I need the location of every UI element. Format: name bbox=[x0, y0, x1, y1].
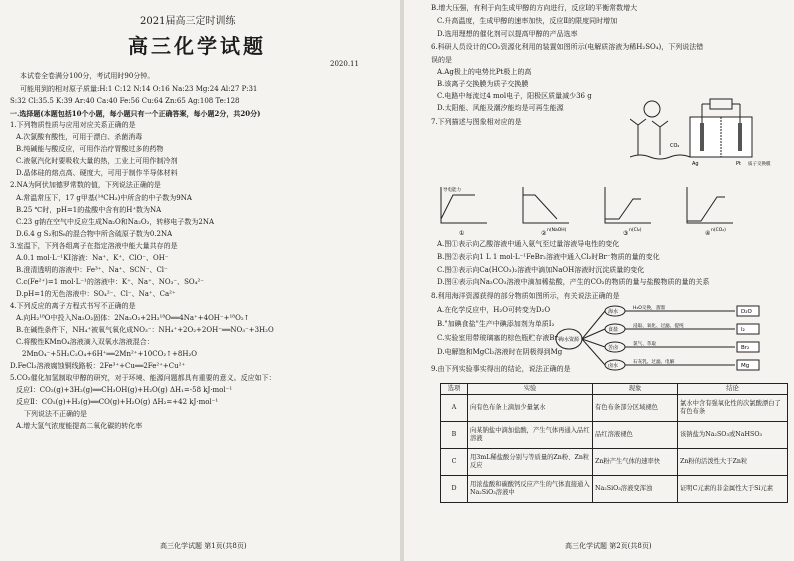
pt-electrode bbox=[738, 123, 742, 151]
fig6-electrolysis-diagram bbox=[630, 95, 780, 167]
table-cell: Zn粉产生气体的速率快 bbox=[593, 449, 678, 476]
page-1-line: C.23 g钠在空气中反应生成Na₂O和Na₂O₂，转移电子数为2NA bbox=[16, 218, 215, 226]
table-cell: 氯水中含有强氧化性的次氯酸漂白了有色布条 bbox=[678, 395, 788, 422]
page-1-line: A.向H₂¹⁸O中投入Na₂O₂固体：2Na₂O₂+2H₂¹⁸O══4Na⁺+4OH⁻+¹⁸O₂↑ bbox=[16, 314, 250, 322]
page-1-line: C.液氨汽化时要吸收大量的热，工业上可用作制冷剂 bbox=[16, 157, 178, 165]
col-phenomenon: 现象 bbox=[593, 384, 678, 395]
page-2-line: C.图③表示向Ca(HCO₃)₂溶液中滴加NaOH溶液时沉淀质量的变化 bbox=[437, 266, 645, 274]
page-1-footer: 高三化学试题 第1页(共8页) bbox=[160, 542, 247, 550]
page-1-line: 下列说法不正确的是 bbox=[24, 410, 87, 418]
fig7-axis-label: n(CO₂) bbox=[711, 228, 726, 233]
page-2-line: D.选用理想的催化剂可以提高甲醇的产品选率 bbox=[437, 30, 578, 38]
fig8-branch-label: 食盐 bbox=[608, 327, 619, 333]
exam-header: 2021届高三定时训练 bbox=[140, 16, 236, 27]
page-1-line: C.将酸性KMnO₄溶液滴入双氧水溶液混合： bbox=[16, 338, 154, 346]
page-2-line: 8.利用海洋资源获得的部分物质如图所示，有关说法正确的是 bbox=[431, 292, 620, 300]
page-2-line: D.图④表示向Na₂CO₃溶液中滴加稀盐酸，产生的CO₂的物质的量与盐酸物质的量的关系 bbox=[437, 278, 710, 286]
experiment-table bbox=[440, 383, 788, 503]
fig6-label-ag: Ag bbox=[692, 161, 699, 167]
fig7-axis-label: n(Cl₂) bbox=[629, 228, 642, 233]
fig8-product-label: I₂ bbox=[741, 327, 745, 333]
fig7-curve bbox=[687, 197, 725, 221]
fig7-graph-label: ④ bbox=[705, 230, 711, 237]
page-2-line: B."加碘食盐"生产中碘添加剂为单质I₂ bbox=[437, 320, 555, 328]
table-cell: A bbox=[441, 395, 468, 422]
fig7-graph-3 bbox=[605, 187, 651, 237]
power-source bbox=[710, 99, 732, 109]
page-2 bbox=[405, 0, 794, 561]
fig7-curve bbox=[523, 195, 557, 219]
table-cell: 有色布条部分区域褪色 bbox=[593, 395, 678, 422]
page-1-line: 反应Ⅱ：CO₂(g)+H₂(g)══CO(g)+H₂O(g) ΔH₂=+42 kJ·mol⁻¹ bbox=[16, 398, 219, 406]
table-cell: D bbox=[441, 476, 468, 503]
fig7-curve bbox=[605, 199, 641, 219]
page-1-line: 2.NA为阿伏加德罗常数的值，下列说法正确的是 bbox=[10, 181, 161, 189]
fig8-product-label: Br₂ bbox=[741, 345, 750, 351]
table-row bbox=[441, 395, 788, 422]
table-cell: 证明C元素的非金属性大于Si元素 bbox=[678, 476, 788, 503]
table-cell: Zn粉的活泼性大于Zn粒 bbox=[678, 449, 788, 476]
fig8-branch-label: 卤水 bbox=[608, 363, 619, 369]
table-header-row bbox=[441, 384, 788, 395]
ag-electrode bbox=[700, 123, 704, 151]
fig7-graph-label: ② bbox=[541, 230, 547, 237]
page-2-line: A.图①表示向乙酸溶液中通入氨气至过量溶液导电性的变化 bbox=[437, 240, 620, 248]
fig6-label-membrane: 质子交换膜 bbox=[748, 162, 771, 167]
page-2-line: A.在化学反应中，H₂O可转变为D₂O bbox=[437, 306, 551, 314]
fig7-graphs bbox=[435, 185, 765, 237]
fig8-seawater-diagram bbox=[555, 305, 785, 375]
page-1-line: D.pH=1的无色溶液中：SO₄²⁻、Cl⁻、Na⁺、Ca²⁺ bbox=[16, 290, 176, 298]
fig8-step-label: 浸取、氧化、过滤、提纯 bbox=[633, 324, 684, 329]
page-2-line: D.太阳能、风能及潮汐能均是可再生能源 bbox=[437, 104, 564, 112]
col-option: 选项 bbox=[441, 384, 468, 395]
fig8-step-label: H₂O交换，蒸馏 bbox=[633, 306, 665, 311]
fig8-branch-label: 苦卤 bbox=[608, 345, 619, 351]
page-1-line: 1.下列物质性质与应用对应关系正确的是 bbox=[10, 121, 136, 129]
fig8-group bbox=[556, 305, 759, 370]
fig8-product-label: D₂O bbox=[741, 309, 752, 315]
fig7-axis-label: 导电能力 bbox=[443, 188, 461, 193]
fig6-label-pt: Pt bbox=[736, 161, 741, 167]
page-2-line: D.电解饱和MgCl₂溶液时在阴极得到Mg bbox=[437, 348, 563, 356]
fig7-graph-label: ① bbox=[459, 230, 465, 237]
page-1-line: B.25 ℃时，pH=1的盐酸中含有的H⁺数为NA bbox=[16, 206, 162, 214]
page-2-line: 误的是 bbox=[431, 56, 452, 64]
fig8-center-label: 海水资源 bbox=[559, 337, 580, 343]
fig7-graph-4 bbox=[687, 187, 733, 237]
page-2-line: B.图②表示向1 L 1 mol·L⁻¹FeBr₂溶液中通入Cl₂时Br⁻物质的量的变化 bbox=[437, 253, 660, 261]
page-1-line: B.澄清透明的溶液中：Fe³⁺、Na⁺、SCN⁻、Cl⁻ bbox=[16, 266, 168, 274]
page-1-line: 5.CO₂催化加氢制取甲醇的研究，对于环境、能源问题都具有重要的意义。反应如下： bbox=[10, 374, 276, 382]
page-2-line: C.实验室用带玻璃塞的棕色瓶贮存液Br₂ bbox=[437, 334, 561, 342]
page-2-line: C.升高温度，生成甲醇的速率加快，反应Ⅱ的限度同时增加 bbox=[437, 17, 618, 25]
fig8-step-label: 石灰乳、过滤、电解 bbox=[633, 360, 675, 365]
page-2-line: A.Ag极上的电势比Pt极上的高 bbox=[437, 68, 532, 76]
page-2-line: 9.由下列实验事实得出的结论，说法正确的是 bbox=[431, 365, 571, 373]
table-cell: 向某钠盐中滴加盐酸，产生气体再通入品红溶液 bbox=[468, 422, 593, 449]
col-conclusion: 结论 bbox=[678, 384, 788, 395]
exam-date: 2020.11 bbox=[330, 60, 359, 68]
page-1-line: 4.下列反应的离子方程式书写不正确的是 bbox=[10, 302, 136, 310]
fig8-product-label: Mg bbox=[741, 363, 750, 369]
page-2-line: B.增大压强，有利于向生成甲醇的方向进行，反应Ⅰ的平衡常数增大 bbox=[431, 4, 638, 12]
fig7-graph-group bbox=[441, 186, 733, 237]
fig6-label-co2: CO₂ bbox=[670, 143, 680, 149]
page-2-line: C.电路中每流过4 mol电子，阳极区质量减少36 g bbox=[437, 92, 592, 100]
fig8-branch-label: 海水 bbox=[608, 309, 619, 315]
page-1-line: 3.室温下，下列各组离子在指定溶液中能大量共存的是 bbox=[10, 242, 178, 250]
tide-wave bbox=[630, 155, 690, 159]
page-2-line: B.该离子交换膜为质子交换膜 bbox=[437, 80, 529, 88]
page-1-line: 反应Ⅰ：CO₂(g)+3H₂(g)══CH₃OH(g)+H₂O(g) ΔH₁=-58 kJ·mol⁻¹ bbox=[16, 386, 233, 394]
page-1-line: S:32 Cl:35.5 K:39 Ar:40 Ca:40 Fe:56 Cu:64 Zn:65 Ag:108 Te:128 bbox=[10, 97, 240, 105]
page-1-line: A.增大氢气浓度能提高二氧化碳的转化率 bbox=[16, 422, 143, 430]
sun-icon bbox=[644, 101, 660, 117]
table-cell: B bbox=[441, 422, 468, 449]
col-experiment: 实验 bbox=[468, 384, 593, 395]
table-cell: 用3mL稀盐酸分别与等质量的Zn粉、Zn粒反应 bbox=[468, 449, 593, 476]
page-2-footer: 高三化学试题 第2页(共8页) bbox=[565, 542, 652, 550]
page-1-line: A.次氯酸有酸性，可用于漂白、杀菌消毒 bbox=[16, 133, 143, 141]
page-1-line: 一.选择题(本题包括10个小题，每小题只有一个正确答案，每小题2分，共20分) bbox=[10, 109, 261, 118]
table-row bbox=[441, 476, 788, 503]
table-cell: C bbox=[441, 449, 468, 476]
fig7-axis-label: n(NaOH) bbox=[547, 228, 567, 233]
page-1-line: D.FeCl₃溶液腐蚀铜线路板：2Fe³⁺+Cu══2Fe²⁺+Cu²⁺ bbox=[10, 362, 186, 370]
fig8-step-label: 氯气、萃取 bbox=[633, 342, 656, 347]
table-row bbox=[441, 422, 788, 449]
page-1-line: 本试卷全卷满分100分，考试用时90分钟。 bbox=[20, 72, 155, 80]
table-cell: 向有色布条上滴加少量氯水 bbox=[468, 395, 593, 422]
page-1-line: C.c(Fe²⁺)=1 mol·L⁻¹的溶液中：K⁺、Na⁺、NO₃⁻、SO₄²⁻ bbox=[16, 278, 204, 286]
page-1-line: 2MnO₄⁻+5H₂C₂O₄+6H⁺══2Mn²⁺+10CO₂↑+8H₂O bbox=[22, 350, 197, 358]
fig7-graph-2 bbox=[523, 187, 569, 237]
page-2-line: 6.科研人员设计的CO₂资源化利用的装置如图所示(电解质溶液为稀H₂SO₄)，下列说法错 bbox=[431, 43, 704, 51]
table-cell: 品红溶液褪色 bbox=[593, 422, 678, 449]
table-cell: 用浓盐酸和碳酸钙反应产生的气体直接通入Na₂SiO₃溶液中 bbox=[468, 476, 593, 503]
exam-title: 高三化学试题 bbox=[128, 34, 266, 58]
table-row bbox=[441, 449, 788, 476]
page-1-line: B.在碱性条件下，NH₄⁺被氧气氧化成NO₃⁻：NH₄⁺+2O₂+2OH⁻══NO₃⁻+3H₂O bbox=[16, 326, 274, 334]
page-2-line: 7.下列描述与图象相对应的是 bbox=[431, 118, 522, 126]
page-gutter bbox=[400, 0, 404, 561]
page-1-line: D.6.4 g S₂和S₈的混合物中所含硫原子数为0.2NA bbox=[16, 230, 173, 238]
page-1-line: 可能用到的相对原子质量:H:1 C:12 N:14 O:16 Na:23 Mg:24 Al:27 P:31 bbox=[20, 85, 258, 93]
fig7-graph-label: ③ bbox=[623, 230, 629, 237]
page-1-line: A.常温常压下，17 g甲基(¹⁴CH₃)中所含的中子数为9NA bbox=[16, 194, 192, 202]
page-1-line: B.纯碱能与酸反应，可用作治疗胃酸过多的药物 bbox=[16, 145, 164, 153]
fig7-curve bbox=[441, 195, 475, 219]
fig7-graph-1 bbox=[441, 186, 487, 237]
table-cell: Na₂SiO₃溶液变浑浊 bbox=[593, 476, 678, 503]
page-1-line: A.0.1 mol·L⁻¹KI溶液：Na⁺、K⁺、ClO⁻、OH⁻ bbox=[16, 254, 169, 262]
page-1-line: D.晶体硅的熔点高、硬度大，可用于制作半导体材料 bbox=[16, 169, 178, 177]
table-cell: 该钠盐为Na₂SO₃或NaHSO₃ bbox=[678, 422, 788, 449]
